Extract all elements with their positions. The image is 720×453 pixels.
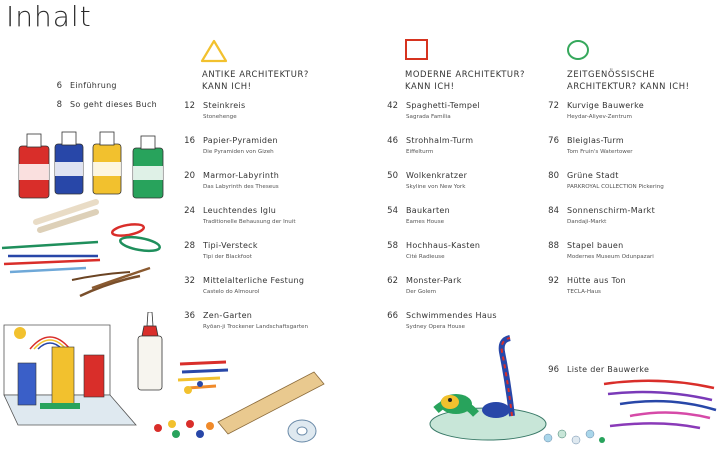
entry-subtitle: Traditionelle Behausung der Inuit — [203, 219, 296, 225]
entry-subtitle: Sydney Opera House — [406, 324, 465, 330]
entry-subtitle: Der Golem — [406, 289, 437, 295]
entry-subtitle: Eames House — [406, 219, 445, 225]
entry-title: Monster-Park — [406, 276, 462, 285]
entry-page-number: 84 — [548, 206, 559, 216]
heading-line: KANN ICH! — [405, 81, 455, 91]
entry-subtitle: Ryōan-ji Trockener Landschaftsgarten — [203, 324, 309, 330]
entry-title: Liste der Bauwerke — [567, 365, 650, 374]
column-heading-ancient — [202, 68, 309, 92]
entry-title: Baukarten — [406, 206, 450, 215]
paint-bottles-illustration — [5, 130, 170, 205]
entry-page-number: 6 — [56, 81, 62, 91]
entry-title: Strohhalm-Turm — [406, 136, 474, 145]
entry-page-number: 72 — [548, 101, 559, 111]
page-title: Inhalt — [6, 0, 92, 33]
sea-serpent-illustration — [416, 332, 556, 448]
entry-page-number: 24 — [184, 206, 195, 216]
entry-title: Steinkreis — [203, 101, 246, 110]
clay-balls-icon — [150, 380, 220, 440]
entry-subtitle: Castelo do Almourol — [203, 289, 260, 295]
entry-title: Papier-Pyramiden — [203, 136, 278, 145]
twigs-icon — [72, 268, 150, 296]
sun-icon — [14, 327, 26, 339]
entry-subtitle: Skyline von New York — [406, 184, 466, 190]
entry-subtitle: Tom Fruin's Watertower — [567, 149, 633, 155]
entry-subtitle: Modernes Museum Odunpazari — [567, 254, 654, 260]
entry-subtitle: Eiffelturm — [406, 149, 434, 155]
entry-page-number: 20 — [184, 171, 195, 181]
triangle-icon — [200, 39, 228, 63]
entry-subtitle: Heydar-Aliyev-Zentrum — [567, 114, 632, 120]
entry-title: Bleiglas-Turm — [567, 136, 624, 145]
craft-sticks-icon — [36, 202, 96, 230]
entry-page-number: 42 — [387, 101, 398, 111]
column-heading-contemporary — [567, 68, 690, 92]
rubber-bands-icon — [111, 222, 160, 253]
red-paint-bottle-icon — [19, 134, 49, 198]
craft-supplies-illustration — [0, 196, 172, 306]
entry-title: Hochhaus-Kasten — [406, 241, 481, 250]
entry-title: Tipi-Versteck — [203, 241, 258, 250]
entry-title: Zen-Garten — [203, 311, 253, 320]
entry-title: Wolkenkratzer — [406, 171, 468, 180]
entry-title: Leuchtendes Iglu — [203, 206, 277, 215]
entry-subtitle: Das Labyrinth des Theseus — [203, 184, 279, 190]
entry-subtitle: TECLA-Haus — [567, 289, 601, 295]
entry-page-number: 62 — [387, 276, 398, 286]
heading-line: MODERNE ARCHITEKTUR? — [405, 69, 526, 79]
heading-line: ARCHITEKTUR? KANN ICH! — [567, 81, 690, 91]
entry-page-number: 58 — [387, 241, 398, 251]
entry-page-number: 46 — [387, 136, 398, 146]
entry-title: Schwimmendes Haus — [406, 311, 497, 320]
entry-page-number: 8 — [56, 100, 62, 110]
entry-page-number: 12 — [184, 101, 195, 111]
entry-subtitle: Tipi der Blackfoot — [203, 254, 252, 260]
entry-page-number: 92 — [548, 276, 559, 286]
entry-subtitle: Stonehenge — [203, 114, 237, 120]
entry-page-number: 80 — [548, 171, 559, 181]
diorama-illustration — [0, 315, 140, 427]
entry-title: Einführung — [70, 81, 117, 90]
heading-line: KANN ICH! — [202, 81, 252, 91]
tape-icon — [286, 416, 320, 446]
entry-subtitle: Dandaji-Markt — [567, 219, 607, 225]
entry-page-number: 32 — [184, 276, 195, 286]
entry-subtitle: Die Pyramiden von Gizeh — [203, 149, 274, 155]
entry-page-number: 50 — [387, 171, 398, 181]
marbles-icon — [540, 426, 610, 448]
entry-subtitle: Cité Radieuse — [406, 254, 445, 260]
entry-page-number: 16 — [184, 136, 195, 146]
circle-icon — [565, 38, 591, 62]
heading-line: ZEITGENÖSSISCHE — [567, 69, 656, 79]
square-icon — [404, 38, 430, 62]
entry-title: Spaghetti-Tempel — [406, 101, 481, 110]
entry-page-number: 54 — [387, 206, 398, 216]
entry-title: So geht dieses Buch — [70, 100, 158, 109]
yellow-paint-bottle-icon — [93, 132, 121, 194]
entry-title: Hütte aus Ton — [567, 276, 626, 285]
entry-title: Kurvige Bauwerke — [567, 101, 644, 110]
entry-page-number: 76 — [548, 136, 559, 146]
entry-page-number: 88 — [548, 241, 559, 251]
entry-title: Sonnenschirm-Markt — [567, 206, 656, 215]
blue-paint-bottle-icon — [55, 132, 83, 194]
entry-subtitle: Sagrada Família — [406, 114, 451, 120]
entry-title: Grüne Stadt — [567, 171, 619, 180]
entry-title: Marmor-Labyrinth — [203, 171, 280, 180]
entry-subtitle: PARKROYAL COLLECTION Pickering — [567, 184, 664, 190]
straws-icon — [2, 242, 100, 272]
column-heading-modern — [405, 68, 525, 92]
entry-title: Stapel bauen — [567, 241, 624, 250]
entry-title: Mittelalterliche Festung — [203, 276, 305, 285]
entry-page-number: 96 — [548, 365, 559, 375]
green-paint-bottle-icon — [133, 136, 163, 198]
entry-page-number: 28 — [184, 241, 195, 251]
entry-page-number: 66 — [387, 311, 398, 321]
entry-page-number: 36 — [184, 311, 195, 321]
heading-line: ANTIKE ARCHITEKTUR? — [202, 69, 309, 79]
pipe-cleaners-icon — [600, 374, 718, 434]
